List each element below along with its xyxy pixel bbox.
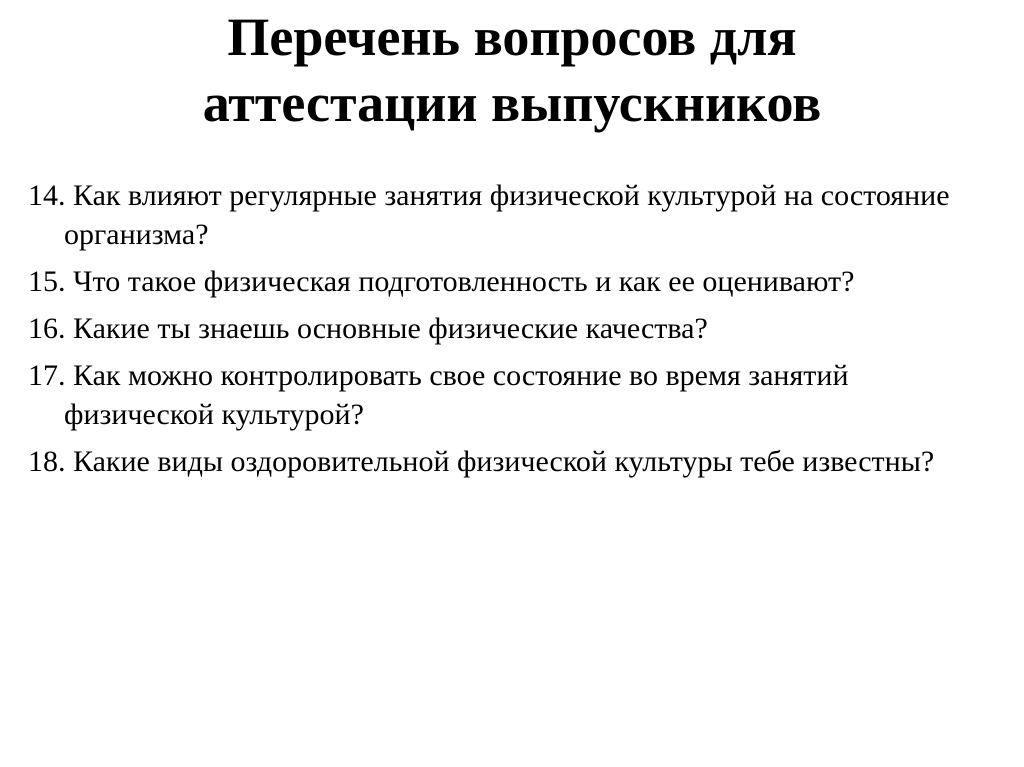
question-list [28,176,988,489]
slide-title [60,4,964,136]
question-15: 15. Что такое физическая подготовленность и как ее оценивают? [28,265,855,298]
question-17: 17. Как можно контролировать свое состояние во время занятий физической культурой? [28,359,849,431]
question-18: 18. Какие виды оздоровительной физической культуры тебе известны? [28,445,935,478]
question-14: 14. Как влияют регулярные занятия физической культурой на состояние организма? [28,179,950,251]
slide-title-line-1: Перечень вопросов для [227,7,797,67]
slide-title-line-2: аттестации выпускников [202,73,822,133]
question-16: 16. Какие ты знаешь основные физические качества? [28,312,708,345]
